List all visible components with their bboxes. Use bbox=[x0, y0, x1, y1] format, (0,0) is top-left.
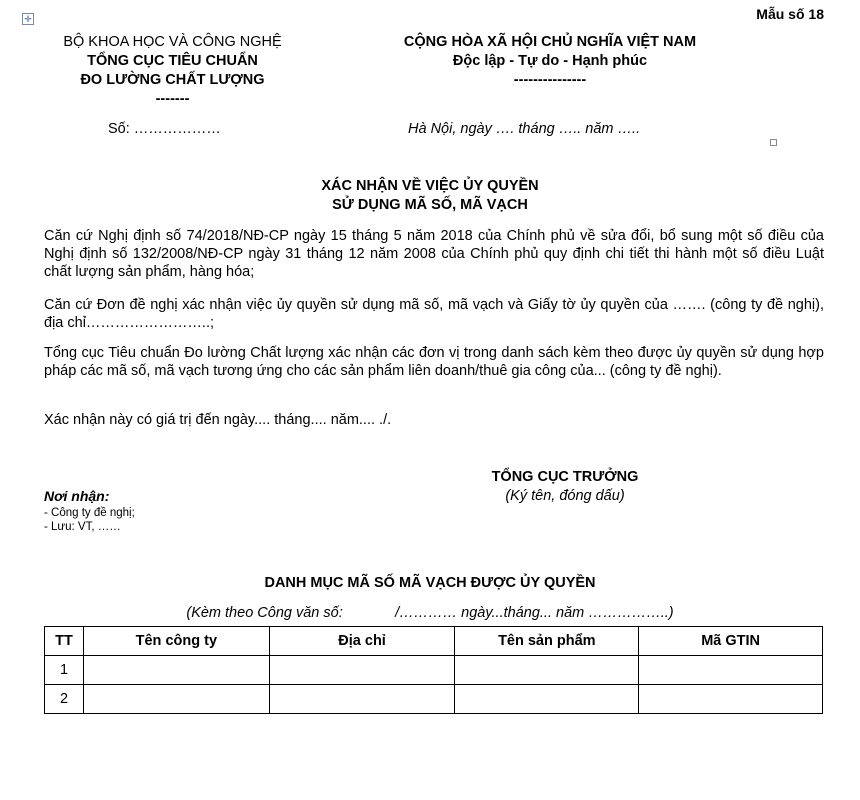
nation-name: CỘNG HÒA XÃ HỘI CHỦ NGHĨA VIỆT NAM bbox=[403, 34, 697, 50]
title-line2: SỬ DỤNG MÃ SỐ, MÃ VẠCH bbox=[332, 197, 528, 213]
table-cell[interactable] bbox=[455, 656, 639, 685]
paragraph-legal-basis-2: Căn cứ Đơn đề nghị xác nhận việc ủy quyền sử dụng mã số, mã vạch và Giấy tờ ủy quyền của ……. (công ty đề nghị), địa chỉ……………………..; bbox=[44, 297, 824, 331]
paragraph-legal-basis-1: Căn cứ Nghị định số 74/2018/NĐ-CP ngày 15 tháng 5 năm 2018 của Chính phủ về sửa đổi, bổ sung một số điều của Nghị định số 132/2008/NĐ-CP ngày 31 tháng 12 năm 2008 của Chính phủ quy định chi tiết thi hành một số điều Luật chất lượng sản phẩm, hàng hóa; bbox=[44, 228, 824, 280]
table-cell[interactable] bbox=[269, 656, 455, 685]
ministry-name: BỘ KHOA HỌC VÀ CÔNG NGHỆ bbox=[63, 34, 282, 50]
form-number: Mẫu số 18 bbox=[756, 6, 824, 22]
table-row bbox=[45, 656, 823, 685]
annex-title: DANH MỤC MÃ SỐ MÃ VẠCH ĐƯỢC ỦY QUYỀN bbox=[264, 575, 596, 591]
recipients-label: Nơi nhận: bbox=[44, 488, 110, 504]
authorized-codes-table bbox=[44, 626, 823, 714]
table-row bbox=[45, 685, 823, 714]
table-cell[interactable]: 1 bbox=[45, 656, 84, 685]
document-title bbox=[0, 177, 860, 215]
table-header-row bbox=[45, 627, 823, 656]
column-header-product: Tên sản phẩm bbox=[455, 627, 639, 656]
recipient-item: - Lưu: VT, …… bbox=[44, 521, 121, 533]
table-cell[interactable]: 2 bbox=[45, 685, 84, 714]
column-header-company: Tên công ty bbox=[83, 627, 269, 656]
national-header bbox=[330, 33, 770, 90]
agency-divider: ------- bbox=[155, 91, 190, 107]
table-cell[interactable] bbox=[83, 656, 269, 685]
place-and-date: Hà Nội, ngày …. tháng ….. năm ….. bbox=[408, 121, 641, 137]
table-cell[interactable] bbox=[83, 685, 269, 714]
table-cell[interactable] bbox=[639, 685, 823, 714]
paragraph-confirmation: Tổng cục Tiêu chuẩn Đo lường Chất lượng xác nhận các đơn vị trong danh sách kèm theo được ủy quyền sử dụng hợp pháp các mã số, mã vạch tương ứng cho các sản phẩm liên doanh/thuê gia công của... (công ty đề nghị). bbox=[44, 345, 824, 379]
table-cell[interactable] bbox=[455, 685, 639, 714]
national-motto: Độc lập - Tự do - Hạnh phúc bbox=[452, 53, 648, 69]
column-header-gtin: Mã GTIN bbox=[639, 627, 823, 656]
motto-divider: --------------- bbox=[513, 72, 587, 88]
table-move-handle-icon[interactable]: ✛ bbox=[22, 13, 34, 25]
signer-title: TỔNG CỤC TRƯỞNG bbox=[491, 469, 639, 485]
signature-note: (Ký tên, đóng dấu) bbox=[505, 488, 625, 504]
issuing-agency bbox=[30, 33, 315, 109]
agency-name-line2: ĐO LƯỜNG CHẤT LƯỢNG bbox=[80, 72, 265, 88]
document-number: Số: ……………… bbox=[108, 121, 221, 137]
title-line1: XÁC NHẬN VỀ VIỆC ỦY QUYỀN bbox=[321, 178, 539, 194]
agency-name-line1: TỔNG CỤC TIÊU CHUẨN bbox=[87, 53, 258, 69]
signature-block bbox=[470, 468, 660, 506]
recipients-list bbox=[44, 506, 135, 534]
resize-handle-icon[interactable] bbox=[770, 139, 777, 146]
table-cell[interactable] bbox=[269, 685, 455, 714]
annex-subtitle: (Kèm theo Công văn số: /………… ngày...tháng... năm ……………..) bbox=[186, 605, 674, 621]
paragraph-validity: Xác nhận này có giá trị đến ngày.... tháng.... năm.... ./. bbox=[44, 412, 392, 428]
table-cell[interactable] bbox=[639, 656, 823, 685]
column-header-address: Địa chỉ bbox=[269, 627, 455, 656]
recipient-item: - Công ty đề nghị; bbox=[44, 507, 135, 519]
column-header-tt: TT bbox=[45, 627, 84, 656]
